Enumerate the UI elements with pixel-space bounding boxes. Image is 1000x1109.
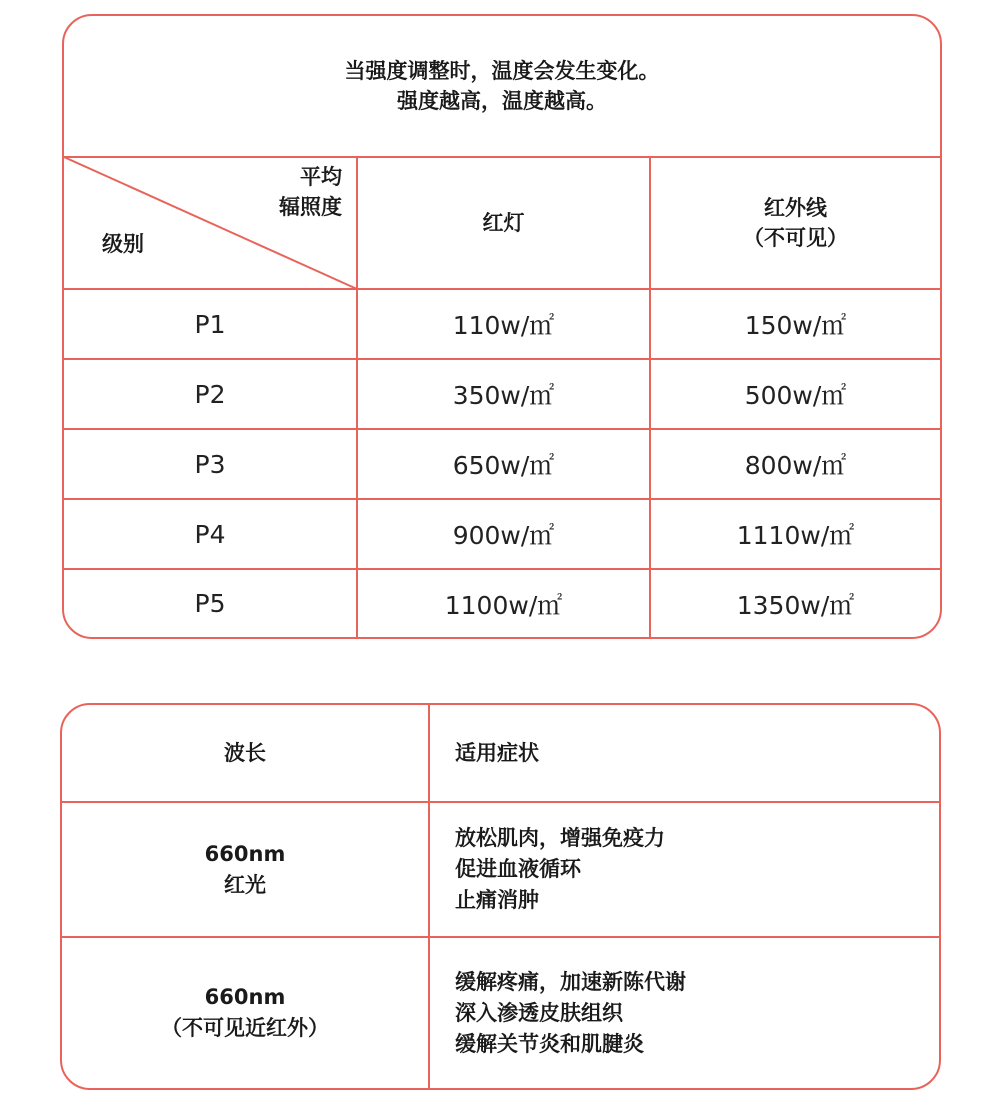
- corner-line: 辐照度: [279, 195, 342, 219]
- col-header-red: 红灯: [482, 211, 525, 235]
- ir-value-cell: 150w/㎡: [744, 311, 847, 340]
- wavelength-line: 红光: [224, 872, 266, 897]
- level-cell: P1: [194, 309, 226, 339]
- table-title: [64, 16, 940, 156]
- symptoms-cell: [455, 938, 935, 1088]
- symptoms-cell: [455, 803, 935, 936]
- col-header-infrared: [651, 158, 940, 288]
- wavelength-table: [60, 703, 941, 1090]
- symptom-line: 缓解关节炎和肌腱炎: [455, 1031, 644, 1056]
- level-cell: P3: [194, 449, 226, 479]
- red-value-cell: 650w/㎡: [452, 451, 555, 480]
- symptom-line: 放松肌肉，增强免疫力: [455, 826, 665, 850]
- level-cell: P2: [194, 379, 226, 409]
- ir-value-cell: 1110w/㎡: [736, 521, 855, 550]
- wavelength-cell: [62, 803, 428, 936]
- red-value-cell: 350w/㎡: [452, 381, 555, 410]
- corner-line: 平均: [300, 165, 342, 189]
- col-header-line: （不可见）: [743, 226, 848, 250]
- red-value-cell: 900w/㎡: [452, 521, 555, 550]
- corner-header-level: 级别: [102, 232, 144, 256]
- divider: [428, 705, 430, 1088]
- header-wavelength: 波长: [224, 740, 266, 765]
- symptom-line: 止痛消肿: [455, 888, 539, 912]
- symptom-line: 深入渗透皮肤组织: [455, 1000, 623, 1025]
- header-symptoms: 适用症状: [455, 740, 539, 765]
- level-cell: P5: [194, 589, 226, 618]
- level-cell: P4: [194, 519, 226, 549]
- title-line: 当强度调整时，温度会发生变化。: [344, 59, 660, 83]
- col-header-line: 红外线: [764, 196, 827, 220]
- ir-value-cell: 500w/㎡: [744, 381, 847, 410]
- wavelength-cell: [62, 938, 428, 1088]
- symptom-line: 缓解疼痛，加速新陈代谢: [455, 969, 686, 994]
- wavelength-line: 660nm: [204, 841, 286, 866]
- irradiance-table: [62, 14, 942, 639]
- wavelength-line: （不可见近红外）: [161, 1016, 329, 1040]
- ir-value-cell: 800w/㎡: [744, 451, 847, 480]
- corner-header-irradiance: [279, 162, 342, 222]
- red-value-cell: 1100w/㎡: [444, 590, 563, 620]
- wavelength-line: 660nm: [204, 985, 286, 1009]
- title-line: 强度越高，温度越高。: [397, 89, 607, 113]
- ir-value-cell: 1350w/㎡: [736, 590, 855, 620]
- symptom-line: 促进血液循环: [455, 857, 581, 881]
- red-value-cell: 110w/㎡: [452, 311, 555, 340]
